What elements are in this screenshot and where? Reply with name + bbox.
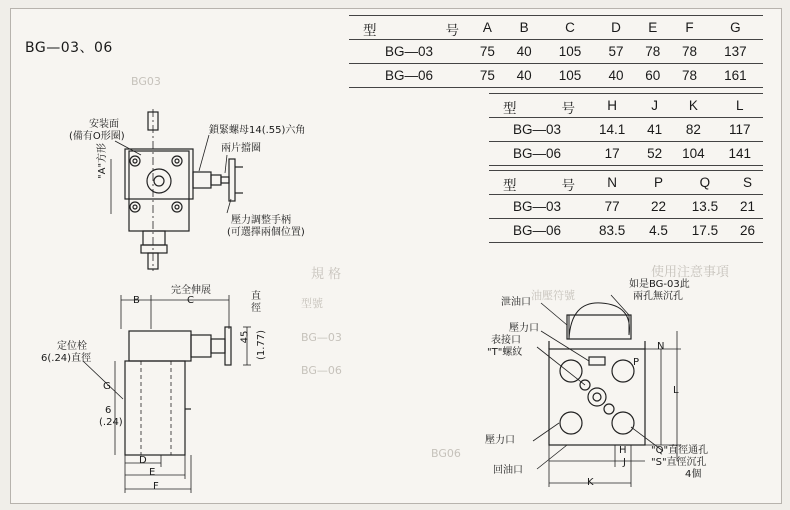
header-a: A [469,16,506,40]
return-port-label: 回油口 [493,465,523,476]
ghost-heading-2: 規 格 [311,267,342,282]
value-cell: 40 [506,40,543,64]
value-cell: 26 [732,219,763,243]
q-hole-label: "Q"直徑通孔 [651,445,709,456]
value-cell: 137 [708,40,763,64]
model-cell: BG—03 [489,195,585,219]
model-title: BG—03、06 [25,40,113,56]
header-c: C [543,16,598,40]
handle-label: 壓力調整手柄 [231,215,291,226]
pressure-port-2-label: 壓力口 [485,435,515,446]
header-k: K [670,94,716,118]
s-counterbore-label: "S"直徑沉孔 [651,457,707,468]
header-l: L [717,94,763,118]
header-e: E [634,16,671,40]
dim-letter-e: E [149,467,156,478]
value-cell: 41 [639,118,670,142]
value-cell: 104 [670,142,716,166]
value-cell: 141 [717,142,763,166]
value-cell: 17.5 [678,219,732,243]
dim-letter-g: G [103,381,111,392]
gauge-port-label: 表接口 [491,335,521,346]
header-p: P [639,171,678,195]
ghost-text-8: 油壓符號 [531,289,575,302]
value-cell: 40 [598,64,635,88]
t-thread-label: "T"螺紋 [487,347,523,358]
header-b: B [506,16,543,40]
value-cell: 22 [639,195,678,219]
side-view-drawing [83,295,251,493]
dim-letter-k: K [587,477,594,488]
value-cell: 105 [543,40,598,64]
ghost-text-6: BG03 [131,75,161,88]
value-cell: 14.1 [585,118,639,142]
ghost-heading-1: 使用注意事項 [651,265,730,280]
model-cell: BG—03 [489,118,585,142]
header-q: Q [678,171,732,195]
value-cell: 77 [585,195,639,219]
model-cell: BG—03 [349,40,469,64]
value-cell: 78 [634,40,671,64]
dim-letter-b: B [133,295,140,306]
ghost-text-4: BG—03 [301,331,342,344]
value-cell: 117 [717,118,763,142]
header-type-char: 型 [503,178,517,193]
header-j: J [639,94,670,118]
technical-drawings [11,9,781,503]
pressure-port-label: 壓力口 [509,323,539,334]
dim-6-label: 6 [105,405,112,416]
model-cell: BG—06 [349,64,469,88]
double-cap-label: 兩片擋圈 [221,143,261,154]
mount-face-label: 安装面 [89,119,119,130]
ghost-text-5: BG—06 [301,364,342,377]
dim-177-label: (1.77) [256,329,268,361]
model-cell: BG—06 [489,142,585,166]
dim-45-label: 45 [239,330,251,344]
value-cell: 60 [634,64,671,88]
model-cell: BG—06 [489,219,585,243]
catalog-page [10,8,782,504]
handle-position-label: (可選擇兩個位置) [227,227,305,238]
full-extension-label: 完全伸展 [171,285,211,296]
value-cell: 52 [639,142,670,166]
locating-pin-label: 定位栓 [57,341,87,352]
dim-letter-f: F [153,481,159,492]
value-cell: 13.5 [678,195,732,219]
dim-024-label: (.24) [99,417,123,428]
value-cell: 78 [671,64,708,88]
ghost-text-3: 型號 [301,297,323,310]
header-s: S [732,171,763,195]
value-cell: 83.5 [585,219,639,243]
value-cell: 161 [708,64,763,88]
header-h: H [585,94,639,118]
dim-diameter-label: 直徑 [251,291,261,314]
dim-letter-h: H [619,445,627,456]
header-f: F [671,16,708,40]
header-number-char: 号 [561,178,575,193]
header-d: D [598,16,635,40]
header-n: N [585,171,639,195]
dim-letter-n: N [657,341,665,352]
header-number-char: 号 [445,23,459,38]
value-cell: 105 [543,64,598,88]
dim-letter-p: P [633,357,640,368]
lock-nut-label: 鎖緊螺母14(.55)六角 [209,125,306,136]
mount-face-oring-label: (備有O形圈) [69,131,125,142]
value-cell: 75 [469,40,506,64]
dim-letter-l: L [673,385,679,396]
value-cell: 40 [506,64,543,88]
hole-count-label: 4個 [685,469,702,480]
value-cell: 17 [585,142,639,166]
value-cell: 75 [469,64,506,88]
locating-pin-diameter-label: 6(.24)直徑 [41,353,92,364]
ghost-text-7: BG06 [431,447,461,460]
value-cell: 4.5 [639,219,678,243]
drain-port-label: 泄油口 [501,297,531,308]
bg03-note-label-2: 兩孔無沉孔 [633,291,683,302]
header-number-char: 号 [561,101,575,116]
value-cell: 57 [598,40,635,64]
a-direction-label: "A"方形 [97,142,108,179]
dim-letter-c: C [187,295,194,306]
bg03-note-label: 如是BG-03此 [629,279,690,290]
header-type-char: 型 [503,101,517,116]
value-cell: 21 [732,195,763,219]
header-type-char: 型 [363,23,377,38]
dim-letter-j: J [623,457,626,468]
value-cell: 78 [671,40,708,64]
dim-letter-d: D [139,455,147,466]
header-g: G [708,16,763,40]
value-cell: 82 [670,118,716,142]
